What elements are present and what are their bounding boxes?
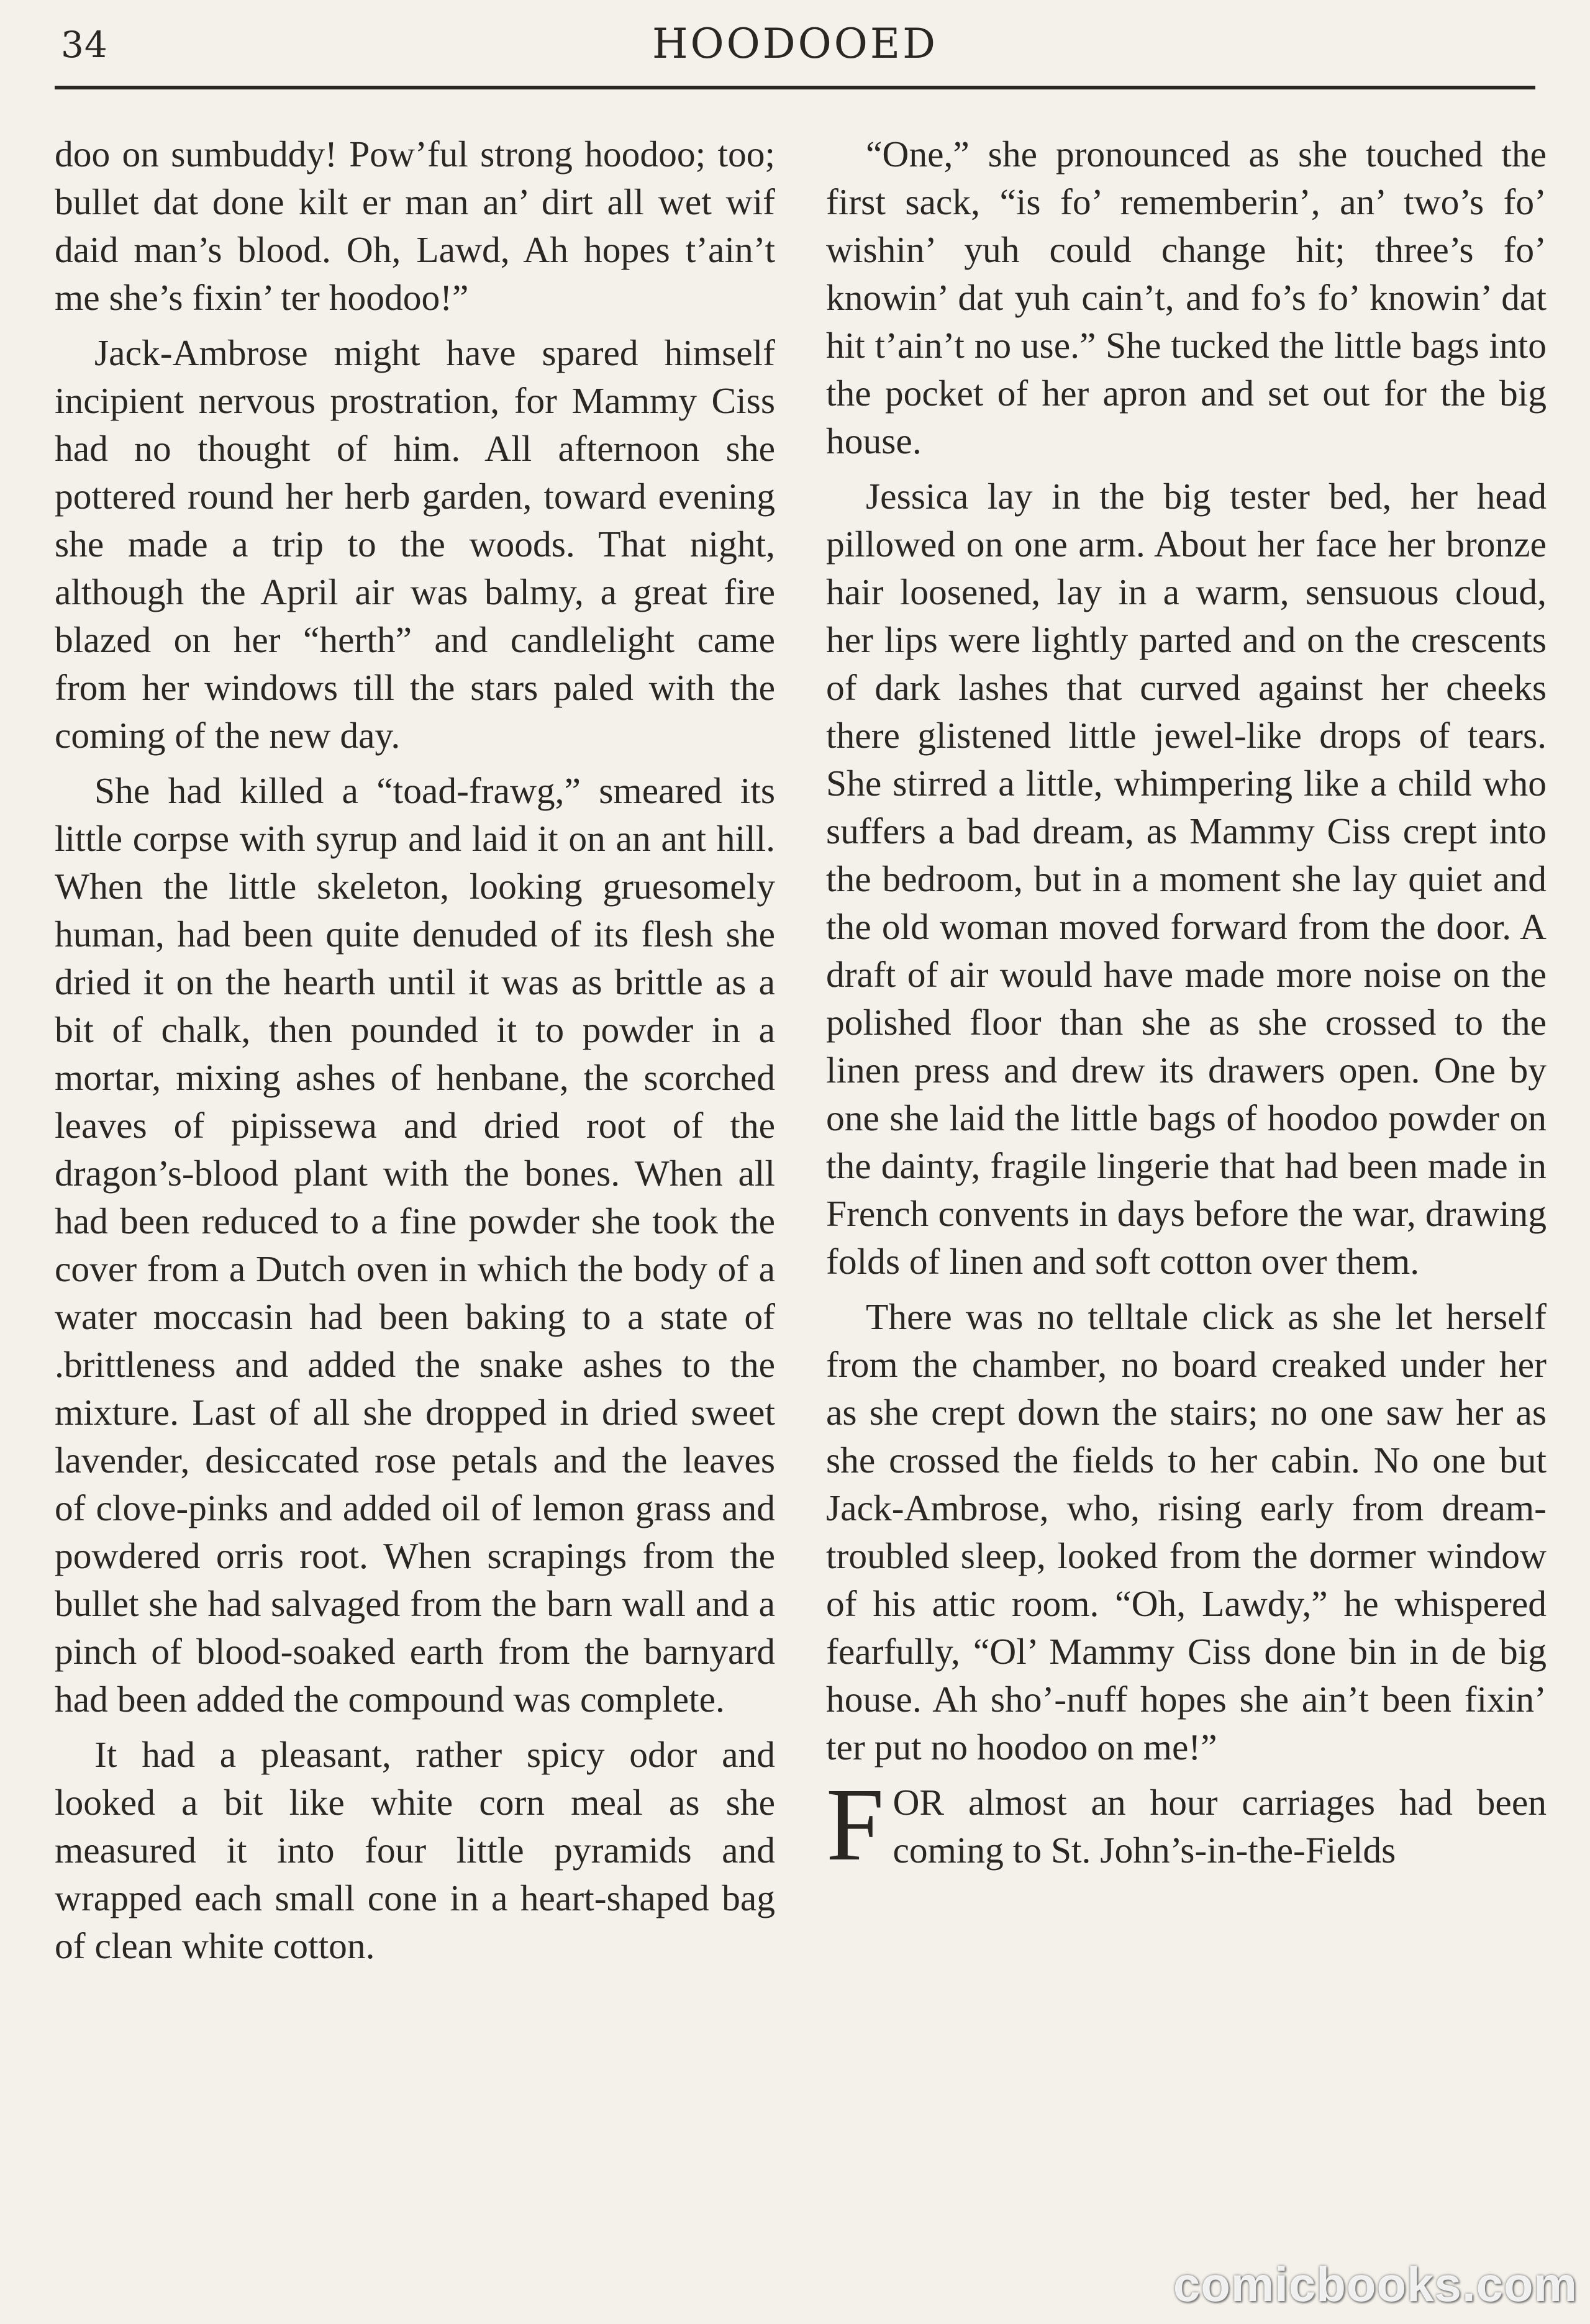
paragraph: She had killed a “toad-frawg,” smeared its little corpse with syrup and laid it on an ant hill. When the little skeleton, looking gruesomely human, had been quite denuded of its flesh she dried it on the hearth until it was as brittle as a bit of chalk, then pounded it to powder in a mortar, mixing ashes of henbane, the scorched leaves of pipissewa and dried root of the dragon’s-blood plant with the bones. When all had been reduced to a fine powder she took the cover from a Dutch oven in which the body of a water moccasin had been baking to a state of .brittleness and added the snake ashes to the mixture. Last of all she dropped in dried sweet lavender, desiccated rose petals and the leaves of clove-pinks and added oil of lemon grass and powdered orris root. When scrapings from the bullet she had salvaged from the barn wall and a pinch of blood-soaked earth from the barnyard had been added the compound was complete. xyxy=(55,770,775,1720)
paragraph: There was no telltale click as she let herself from the chamber, no board creaked under her as she crept down the stairs; no one saw her as she crossed the fields to her cabin. No one but Jack-Ambrose, who, rising early from dream-troubled sleep, looked from the dormer window of his attic room. “Oh, Lawdy,” he whispered fearfully, “Ol’ Mammy Ciss done bin in de big house. Ah sho’-nuff hopes she ain’t been fixin’ ter put no hoodoo on me!” xyxy=(826,1296,1547,1768)
paragraph: “One,” she pronounced as she touched the first sack, “is fo’ rememberin’, an’ two’s fo’ wishin’ yuh could change hit; three’s fo’ knowin’ dat yuh cain’t, and fo’s fo’ knowin’ dat hit t’ain’t no use.” She tucked the little bags into the pocket of her apron and set out for the big house. xyxy=(826,134,1547,461)
drop-cap: F xyxy=(826,1767,884,1882)
running-title: HOODOOED xyxy=(652,20,938,68)
paragraph: Jessica lay in the big tester bed, her head pillowed on one arm. About her face her bronze hair loosened, lay in a warm, sensuous cloud, her lips were lightly parted and on the crescents of dark lashes that curved against her cheeks there glistened little jewel-like drops of tears. She stirred a little, whimpering like a child who suffers a bad dream, as Mammy Ciss crept into the bedroom, but in a moment she lay quiet and the old woman moved forward from the door. A draft of air would have made more noise on the polished floor than she as she crossed to the linen press and drew its drawers open. One by one she laid the little bags of hoodoo powder on the dainty, fragile lingerie that had been made in French convents in days before the war, drawing folds of linen and soft cotton over them. xyxy=(826,476,1547,1282)
paragraph: It had a pleasant, rather spicy odor and looked a bit like white corn meal as she measured it into four little pyramids and wrapped each small cone in a heart-shaped bag of clean white cotton. xyxy=(55,1734,775,1966)
running-header xyxy=(55,17,1535,89)
right-column xyxy=(826,130,1547,1882)
paragraph: Jack-Ambrose might have spared himself incipient nervous prostration, for Mammy Ciss had no thought of him. All afternoon she pottered round her herb garden, toward evening she made a trip to the woods. That night, although the April air was balmy, a great fire blazed on her “herth” and candlelight came from her windows till the stars paled with the coming of the new day. xyxy=(55,332,775,756)
section-opening xyxy=(826,1767,1547,1882)
section-opening-text: OR almost an hour carriages had been coming to St. John’s-in-the-Fields xyxy=(893,1782,1547,1871)
page-number: 34 xyxy=(61,24,108,66)
watermark: comicbooks.com xyxy=(1173,2257,1578,2312)
paragraph: doo on sumbuddy! Pow’ful strong hoodoo; too; bullet dat done kilt er man an’ dirt all wet wif daid man’s blood. Oh, Lawd, Ah hopes t’ain’t me she’s fixin’ ter hoodoo!” xyxy=(55,134,775,318)
left-column xyxy=(55,130,775,1977)
